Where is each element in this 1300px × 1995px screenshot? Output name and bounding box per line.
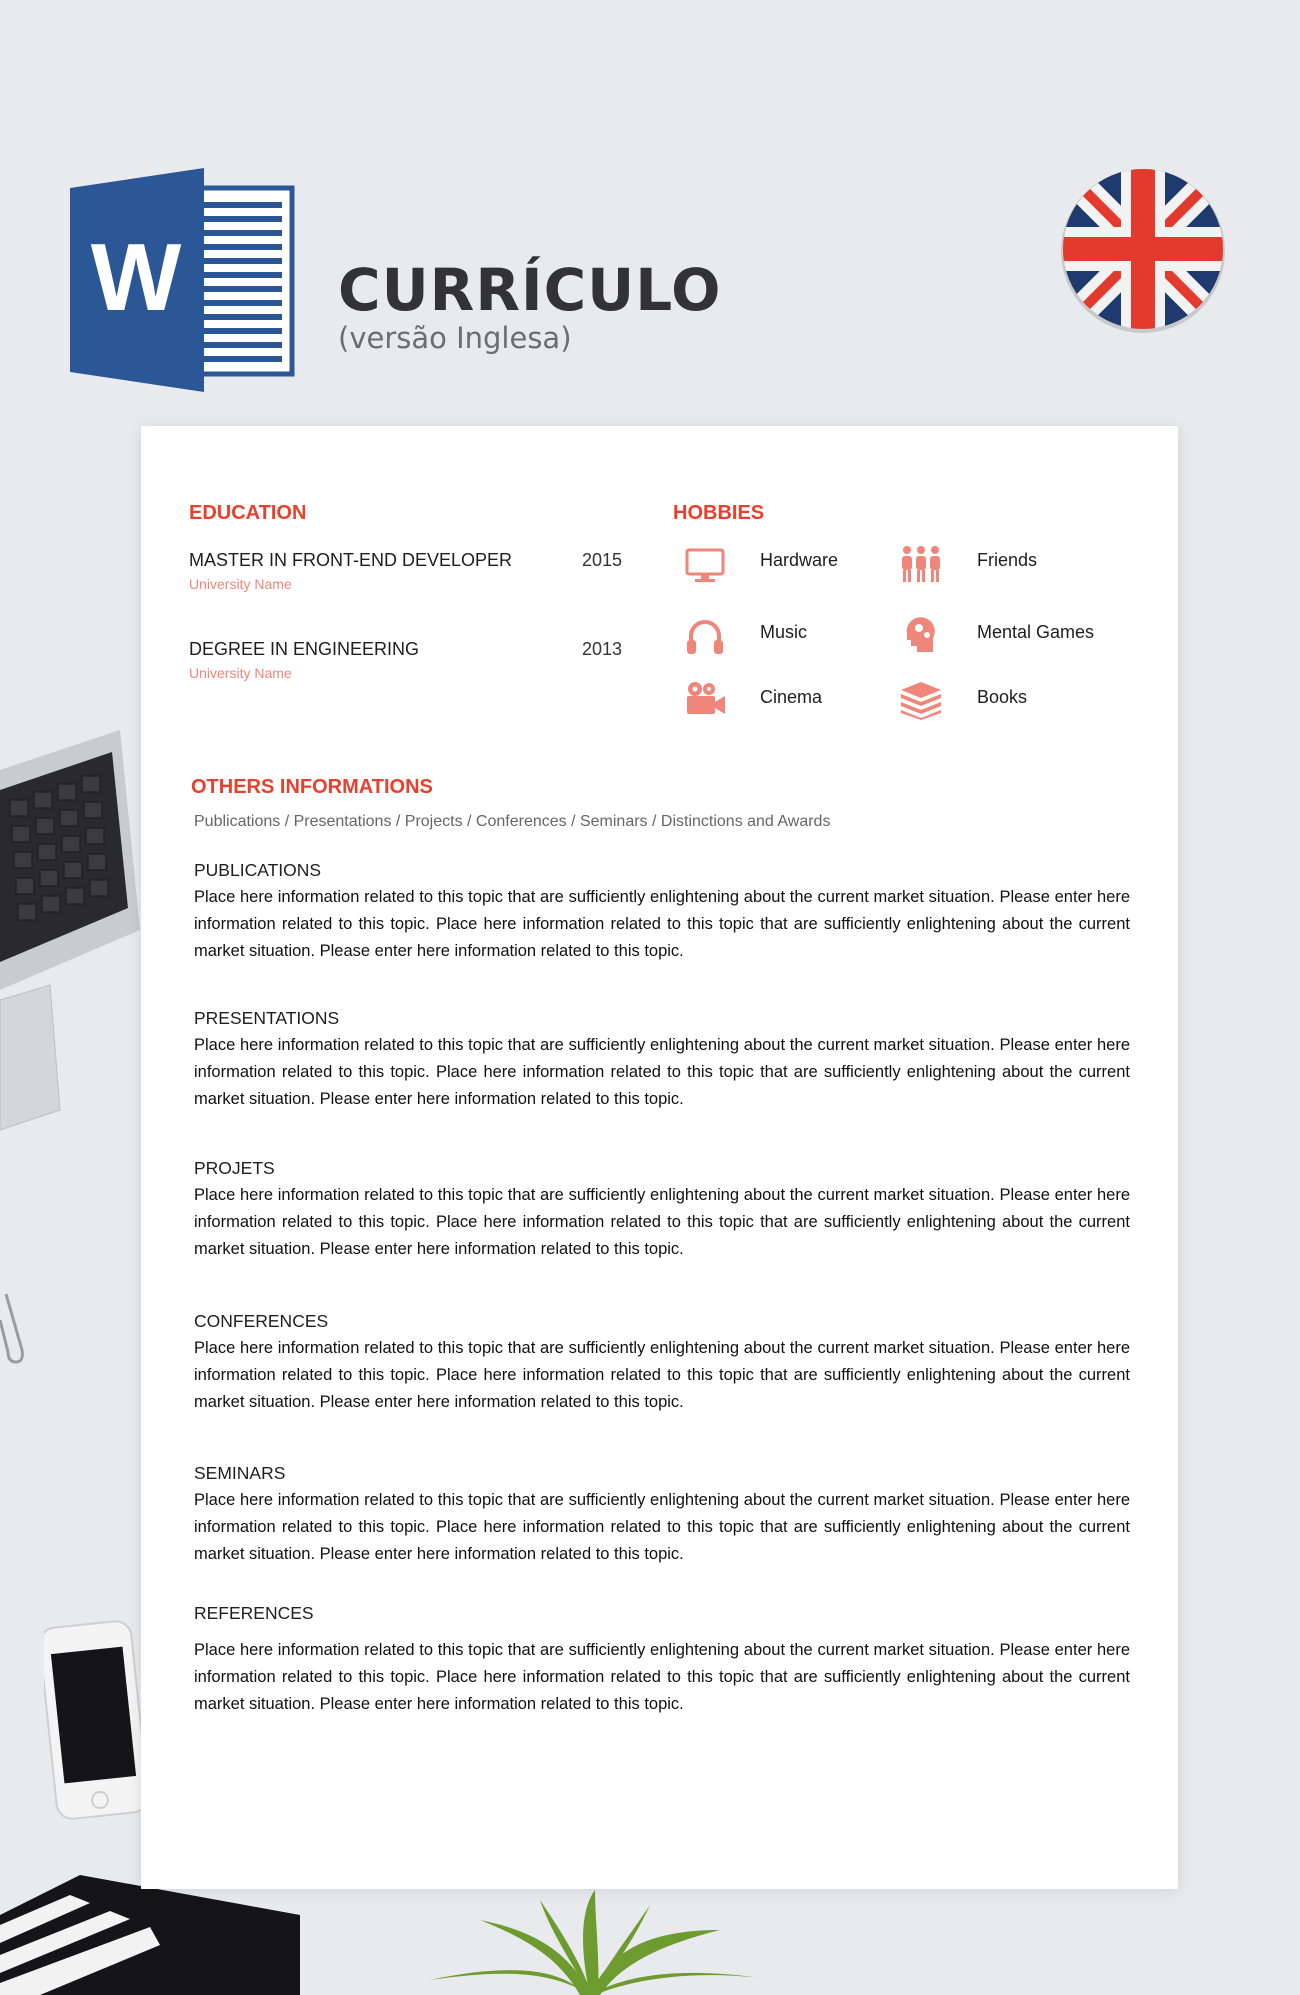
block-text: Place here information related to this topic that are sufficiently enlightening about the current market situation. Please enter here information related to this topic. Place here information related to this topic that are sufficiently enlightening about the current market situation. Please enter here information related to this topic. <box>194 1339 1130 1412</box>
block-text: Place here information related to this topic that are sufficiently enlightening about the current market situation. Please enter here information related to this topic. Place here information related to this topic that are sufficiently enlightening about the current market situation. Please enter here information related to this topic. <box>194 888 1130 961</box>
block-title: SEMINARS <box>194 1463 286 1483</box>
paperclip-image <box>0 1290 30 1370</box>
degree-title: MASTER IN FRONT-END DEVELOPER <box>189 550 513 570</box>
word-document-icon <box>70 168 298 392</box>
hobby-label-hardware: Hardware <box>760 550 839 570</box>
degree-title: DEGREE IN ENGINEERING <box>189 639 420 659</box>
page-subtitle: (versão Inglesa) <box>338 321 572 355</box>
university-name: University Name <box>189 665 292 681</box>
books-icon <box>899 680 943 720</box>
hobby-label-cinema: Cinema <box>760 687 823 707</box>
block-text: Place here information related to this topic that are sufficiently enlightening about the current market situation. Please enter here information related to this topic. Place here information related to this topic that are sufficiently enlightening about the current market situation. Please enter here information related to this topic. <box>194 1641 1130 1714</box>
block-text: Place here information related to this topic that are sufficiently enlightening about the current market situation. Please enter here information related to this topic. Place here information related to this topic that are sufficiently enlightening about the current market situation. Please enter here information related to this topic. <box>194 1491 1130 1564</box>
monitor-icon <box>683 546 727 586</box>
hobby-label-music: Music <box>760 622 808 642</box>
block-title: REFERENCES <box>194 1603 314 1623</box>
hobby-label-mental-games: Mental Games <box>977 622 1095 642</box>
education-year: 2015 <box>582 550 623 570</box>
education-heading: EDUCATION <box>189 502 307 524</box>
uk-flag-icon <box>1057 163 1229 335</box>
plant-image <box>420 1890 760 1995</box>
brain-gears-icon <box>899 614 943 654</box>
word-letter: W <box>90 224 182 331</box>
people-icon <box>899 544 943 584</box>
resume-page <box>141 426 1178 1889</box>
education-year: 2013 <box>582 639 623 659</box>
hobby-label-friends: Friends <box>977 550 1038 570</box>
headphones-icon <box>683 616 727 656</box>
block-text: Place here information related to this topic that are sufficiently enlightening about the current market situation. Please enter here information related to this topic. Place here information related to this topic that are sufficiently enlightening about the current market situation. Please enter here information related to this topic. <box>194 1036 1130 1109</box>
block-title: CONFERENCES <box>194 1311 329 1331</box>
block-title: PROJETS <box>194 1158 275 1178</box>
block-text: Place here information related to this topic that are sufficiently enlightening about the current market situation. Please enter here information related to this topic. Place here information related to this topic that are sufficiently enlightening about the current market situation. Please enter here information related to this topic. <box>194 1186 1130 1259</box>
university-name: University Name <box>189 576 292 592</box>
hobby-label-books: Books <box>977 687 1028 707</box>
smartphone-image <box>44 1620 144 1820</box>
others-subtitle: Publications / Presentations / Projects / Conferences / Seminars / Distinctions and Awards <box>194 813 831 830</box>
laptop-image <box>0 730 140 1150</box>
hobbies-heading: HOBBIES <box>673 502 765 524</box>
page-title: CURRÍCULO <box>338 256 722 324</box>
block-title: PRESENTATIONS <box>194 1008 340 1028</box>
movie-camera-icon <box>683 680 727 720</box>
block-title: PUBLICATIONS <box>194 860 322 880</box>
others-heading: OTHERS INFORMATIONS <box>191 776 433 798</box>
